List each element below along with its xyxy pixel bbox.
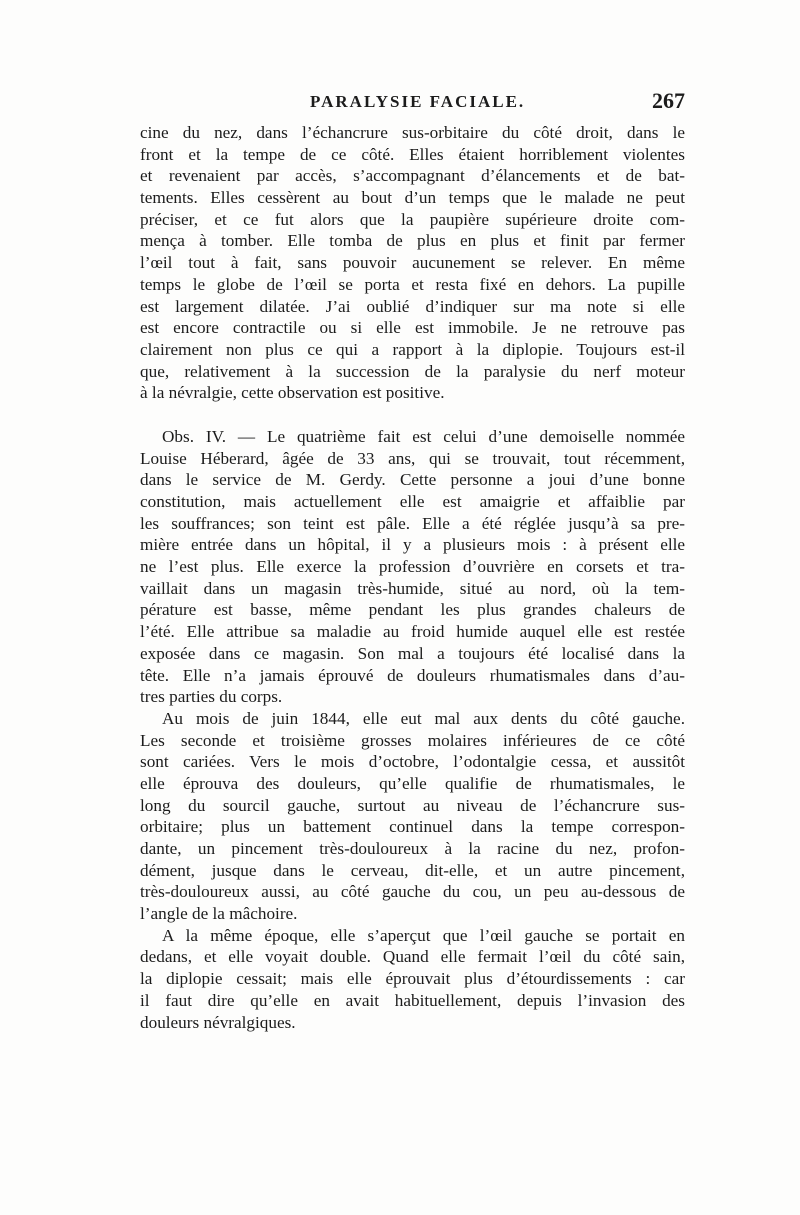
paragraph-history <box>140 708 685 925</box>
text-line: dedans, et elle voyait double. Quand elle fermait l’œil du côté sain, <box>140 947 685 967</box>
text-line: très-douloureux aussi, au côté gauche du cou, un peu au-dessous de <box>140 882 685 902</box>
running-title: PARALYSIE FACIALE. <box>310 92 526 111</box>
text-line: il faut dire qu’elle en avait habituellement, depuis l’invasion des <box>140 990 685 1010</box>
text-line: exposée dans ce magasin. Son mal a toujours été localisé dans la <box>140 643 685 663</box>
text-line: sont cariées. Vers le mois d’octobre, l’odontalgie cessa, et aussitôt <box>140 752 685 772</box>
text-line: l’été. Elle attribue sa maladie au froid humide auquel elle est restée <box>140 622 685 642</box>
text-line: long du sourcil gauche, surtout au niveau de l’échancrure sus- <box>140 795 685 815</box>
text-line: Louise Héberard, âgée de 33 ans, qui se trouvait, tout récemment, <box>140 448 685 468</box>
body-text <box>140 122 685 1033</box>
text-line: dante, un pincement très-douloureux à la racine du nez, profon- <box>140 839 685 858</box>
text-line: mière entrée dans un hôpital, il y a plusieurs mois : à présent elle <box>140 535 685 555</box>
text-line: Les seconde et troisième grosses molaires inférieures de ce côté <box>140 730 685 750</box>
text-line: A la même époque, elle s’aperçut que l’œil gauche se portait en <box>162 925 685 945</box>
text-line: Obs. IV. — Le quatrième fait est celui d’une demoiselle nommée <box>162 426 685 446</box>
text-line: elle éprouva des douleurs, qu’elle qualifie de rhumatismales, le <box>140 773 685 793</box>
text-line: est largement dilatée. J’ai oublié d’indiquer sur ma note si elle <box>140 296 685 316</box>
text-line: et revenaient par accès, s’accompagnant d’élancements et de bat- <box>140 166 685 186</box>
text-line: à la névralgie, cette observation est positive. <box>140 383 445 403</box>
text-line: tres parties du corps. <box>140 687 283 707</box>
paragraph-observation-iv <box>140 426 685 708</box>
paragraph-diplopia <box>140 925 685 1033</box>
text-line: est encore contractile ou si elle est immobile. Je ne retrouve pas <box>140 318 685 338</box>
text-line: la diplopie cessait; mais elle éprouvait plus d’étourdissements : car <box>140 969 685 989</box>
text-line: pérature est basse, même pendant les plus grandes chaleurs de <box>140 600 685 620</box>
text-line: préciser, et ce fut alors que la paupière supérieure droite com- <box>140 209 685 229</box>
text-line: cine du nez, dans l’échancrure sus-orbitaire du côté droit, dans le <box>140 123 685 142</box>
text-line: ne l’est plus. Elle exerce la profession d’ouvrière en corsets et tra- <box>140 557 685 577</box>
text-line: douleurs névralgiques. <box>140 1012 296 1032</box>
text-line: constitution, mais actuellement elle est amaigrie et affaiblie par <box>140 492 685 511</box>
page-header <box>140 88 685 118</box>
paragraph-gap <box>140 404 685 426</box>
page-number: 267 <box>652 88 685 113</box>
text-line: front et la tempe de ce côté. Elles étaient horriblement violentes <box>140 144 685 164</box>
text-line: vaillait dans un magasin très-humide, situé au nord, où la tem- <box>140 578 685 598</box>
text-line: l’œil tout à fait, sans pouvoir aucunement se relever. En même <box>140 253 685 273</box>
text-line: dément, jusque dans le cerveau, dit-elle, et un autre pincement, <box>140 860 685 880</box>
text-line: dans le service de M. Gerdy. Cette personne a joui d’une bonne <box>140 470 685 490</box>
text-line: l’angle de la mâchoire. <box>140 904 298 924</box>
text-line: tête. Elle n’a jamais éprouvé de douleurs rhumatismales dans d’au- <box>140 665 685 685</box>
text-line: les souffrances; son teint est pâle. Elle a été réglée jusqu’à sa pre- <box>140 513 685 533</box>
text-line: clairement non plus ce qui a rapport à la diplopie. Toujours est-il <box>140 339 685 359</box>
text-line: que, relativement à la succession de la paralysie du nerf moteur <box>140 361 685 381</box>
text-line: temps le globe de l’œil se porta et resta fixé en dehors. La pupille <box>140 274 685 294</box>
text-line: mença à tomber. Elle tomba de plus en plus et finit par fermer <box>140 231 685 251</box>
text-line: Au mois de juin 1844, elle eut mal aux dents du côté gauche. <box>162 708 685 728</box>
text-line: orbitaire; plus un battement continuel dans la tempe correspon- <box>140 817 685 837</box>
paragraph-continuation <box>140 122 685 404</box>
text-line: tements. Elles cessèrent au bout d’un temps que le malade ne peut <box>140 188 685 208</box>
